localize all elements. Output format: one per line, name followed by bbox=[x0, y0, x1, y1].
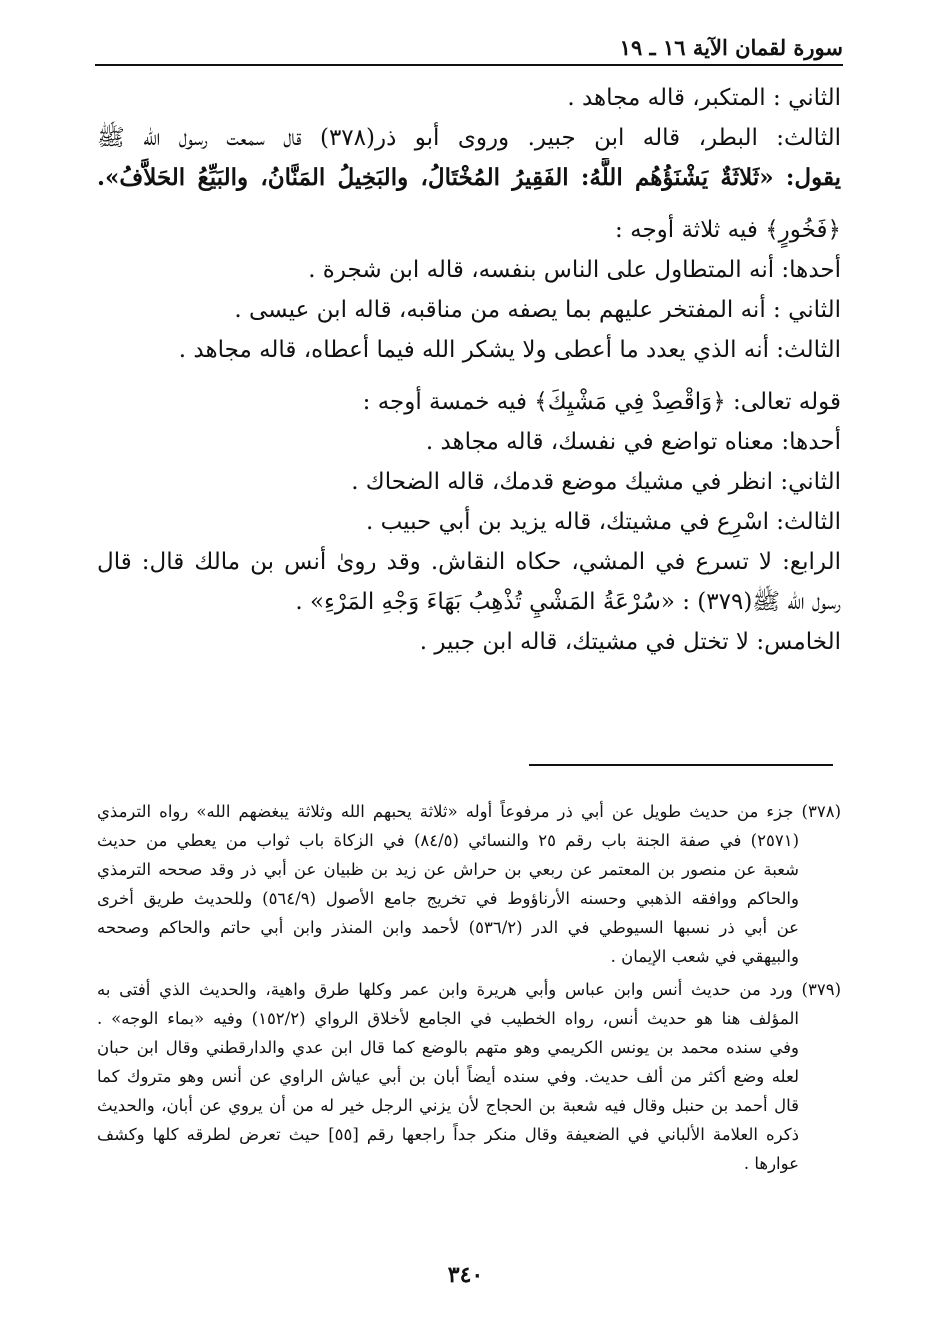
surah-title: سورة لقمان الآية ١٦ ـ ١٩ bbox=[619, 35, 843, 60]
body-line: الثاني : أنه المفتخر عليهم بما يصفه من مناقبه، قاله ابن عيسى . bbox=[234, 297, 841, 323]
running-header bbox=[95, 28, 843, 66]
footnote-line: لعله وضع أكثر من ألف حديث. وفي سنده أيضاً أبان بن أبي عياش الراوي عن أنس وهو متروك كما bbox=[97, 1067, 799, 1086]
body-line: أحدها: معناه تواضع في نفسك، قاله مجاهد . bbox=[425, 429, 841, 455]
body-line: الثالث: البطر، قاله ابن جبير. وروى أبو ذر(٣٧٨) قال سمعت رسول الله ﷺ bbox=[97, 125, 841, 151]
footnote-line: (٢٥٧١) في صفة الجنة باب رقم ٢٥ والنسائي (٨٤/٥) في الزكاة باب ثواب من يعطي من حديث bbox=[97, 831, 800, 850]
footnote-line: والبيهقي في شعب الإيمان . bbox=[610, 947, 799, 966]
footnotes bbox=[97, 797, 841, 1178]
body-line: الخامس: لا تختل في مشيتك، قاله ابن جبير . bbox=[419, 629, 841, 655]
verse-heading: قوله تعالى: ﴿وَاقْصِدْ فِي مَشْيِكَ﴾ فيه خمسة أوجه : bbox=[362, 389, 841, 415]
footnote-line: قال أحمد بن حنبل وقال فيه شعبة بن الحجاج لأن يزني الرجل خير له من أن يروي عن أبان، والحديث bbox=[97, 1096, 799, 1115]
body-line: الرابع: لا تسرع في المشي، حكاه النقاش. وقد روىٰ أنس بن مالك قال: قال bbox=[97, 549, 841, 575]
body-line: أحدها: أنه المتطاول على الناس بنفسه، قاله ابن شجرة . bbox=[308, 257, 841, 283]
hadith-quote-line: يقول: «ثَلاثَةٌ يَشْنَؤُهُم اللَّهُ: الفَقِيرُ المُخْتَالُ، والبَخِيلُ المَنَّانُ، والبَيِّعُ الحَلاَّفُ». bbox=[97, 164, 841, 191]
hadith-quote-line: رسول الله ﷺ(٣٧٩) : «سُرْعَةُ المَشْيِ تُذْهِبُ بَهَاءَ وَجْهِ المَرْءِ» . bbox=[295, 589, 841, 615]
main-text bbox=[97, 78, 841, 662]
verse-heading: ﴿فَخُورٍ﴾ فيه ثلاثة أوجه : bbox=[615, 217, 841, 243]
footnote-line: والحاكم ووافقه الذهبي وحسنه الأرناؤوط في تخريج جامع الأصول (٥٦٤/٩) وللحديث طريق أخرى bbox=[97, 889, 799, 908]
footnote-line: شعبة عن منصور بن المعتمر عن ربعي بن حراش عن زيد بن ظبيان عن أبي ذر وقد صححه الترمذي bbox=[97, 860, 799, 879]
body-line: الثالث: أنه الذي يعدد ما أعطى ولا يشكر الله فيما أعطاه، قاله مجاهد . bbox=[178, 337, 841, 363]
footnote-line: عن أبي ذر نسبها السيوطي في الدر (٥٣٦/٢) لأحمد وابن المنذر وابن أبي حاتم والحاكم وصححه bbox=[97, 918, 800, 937]
footnote-line: المؤلف هنا هو حديث أنس، رواه الخطيب في الجامع لأخلاق الرواي (١٥٢/٢) وفيه «بماء الوجه» . bbox=[97, 1009, 799, 1028]
footnote-line: ذكره العلامة الألباني في الضعيفة وقال منكر جداً راجعها رقم [٥٥] حيث تعرض لطرقه كلها وكشف bbox=[97, 1125, 799, 1144]
body-line: الثاني : المتكبر، قاله مجاهد . bbox=[567, 85, 841, 111]
footnote-divider bbox=[529, 764, 833, 766]
footnote-line: (٣٧٩) ورد من حديث أنس وابن عباس وأبي هريرة وابن عمر وكلها طرق واهية، والحديث الذي أفتى به bbox=[97, 980, 841, 999]
footnote-line: عوارها . bbox=[743, 1154, 799, 1173]
page-number: ٣٤٠ bbox=[447, 1262, 484, 1288]
body-line: الثالث: اسْرِع في مشيتك، قاله يزيد بن أبي حبيب . bbox=[365, 509, 841, 535]
footnote-line: وفي سنده محمد بن يونس الكريمي وهو متهم بالوضع كما قال ابن عدي والدارقطني وقال ابن حبان bbox=[97, 1038, 799, 1057]
footnote-line: (٣٧٨) جزء من حديث طويل عن أبي ذر مرفوعاً أوله «ثلاثة يحبهم الله وثلاثة يبغضهم الله» رواه الترمذي bbox=[97, 802, 841, 821]
body-line: الثاني: انظر في مشيك موضع قدمك، قاله الضحاك . bbox=[351, 469, 841, 495]
